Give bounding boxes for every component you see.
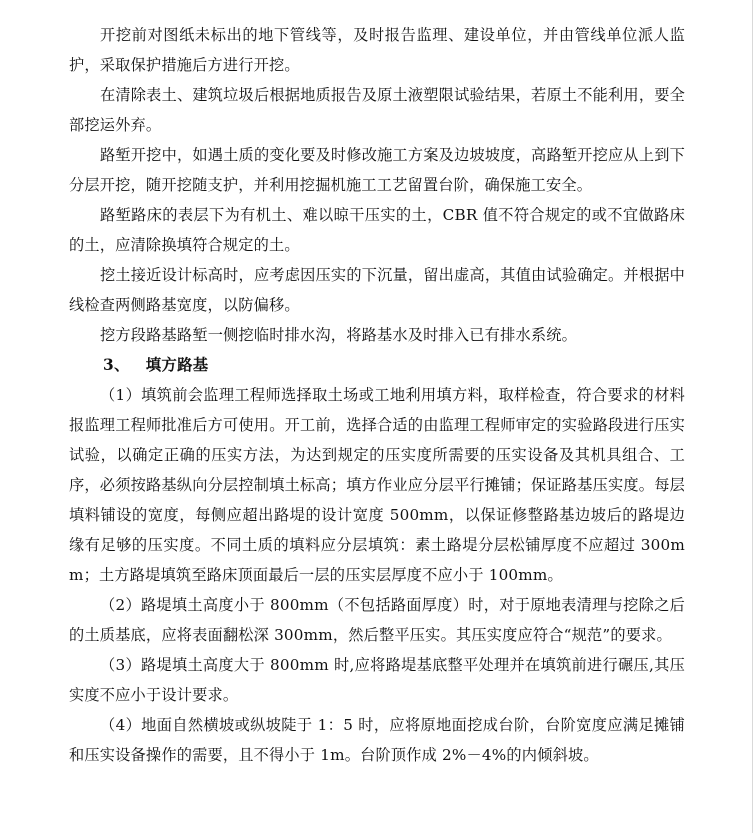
paragraph-fill-item-1: （1）填筑前会监理工程师选择取土场或工地利用填方料，取样检查，符合要求的材料报监理工程师批准后方可使用。开工前，选择合适的由监理工程师审定的实验路段进行压实试验，以确定正确的压实方法，为达到规定的压实度所需要的压实设备及其机具组合、工序，必须按路基纵向分层控制填土标高；填方作业应分层平行摊铺；保证路基压实度。每层填料铺设的宽度，每侧应超出路堤的设计宽度 500mm，以保证修整路基边坡后的路堤边缘有足够的压实度。不同土质的填料应分层填筑：素土路堤分层松铺厚度不应超过 300mm；土方路堤填筑至路床顶面最后一层的压实层厚度不应小于 100mm。 (69, 386, 685, 584)
paragraph-fill-item-3: （3）路堤填土高度大于 800mm 时,应将路堤基底整平处理并在填筑前进行碾压,其压实度不应小于设计要求。 (69, 656, 685, 704)
paragraph-drainage-ditch: 挖方段路基路堑一侧挖临时排水沟，将路基水及时排入已有排水系统。 (100, 326, 578, 344)
paragraph-fill-item-4: （4）地面自然横坡或纵坡陡于 1：5 时，应将原地面挖成台阶，台阶宽度应满足摊铺和压实设备操作的需要，且不得小于 1m。台阶顶作成 2%－4%的内倾斜坡。 (69, 716, 685, 764)
document-body (69, 20, 685, 770)
paragraph-fill-item-2: （2）路堤填土高度小于 800mm（不包括路面厚度）时，对于原地表清理与挖除之后的土质基底，应将表面翻松深 300mm，然后整平压实。其压实度应符合“规范”的要求。 (69, 596, 685, 644)
paragraph-design-elevation: 挖土接近设计标高时，应考虑因压实的下沉量，留出虚高，其值由试验确定。并根据中线检查两侧路基宽度，以防偏移。 (69, 266, 685, 314)
section-number: 3、 (103, 356, 130, 374)
paragraph-pipeline-protection: 开挖前对图纸未标出的地下管线等，及时报告监理、建设单位，并由管线单位派人监护，采取保护措施后方进行开挖。 (69, 26, 685, 74)
paragraph-topsoil-clearing: 在清除表土、建筑垃圾后根据地质报告及原土液塑限试验结果，若原土不能利用，要全部挖运外弃。 (69, 86, 685, 134)
paragraph-cut-excavation: 路堑开挖中，如遇土质的变化要及时修改施工方案及边坡坡度，高路堑开挖应从上到下分层开挖，随开挖随支护，并利用挖掘机施工工艺留置台阶，确保施工安全。 (69, 146, 685, 194)
paragraph-subgrade-replacement: 路堑路床的表层下为有机土、难以晾干压实的土，CBR 值不符合规定的或不宜做路床的土，应清除换填符合规定的土。 (69, 206, 685, 254)
section-heading (69, 350, 685, 380)
section-title: 填方路基 (145, 356, 209, 374)
